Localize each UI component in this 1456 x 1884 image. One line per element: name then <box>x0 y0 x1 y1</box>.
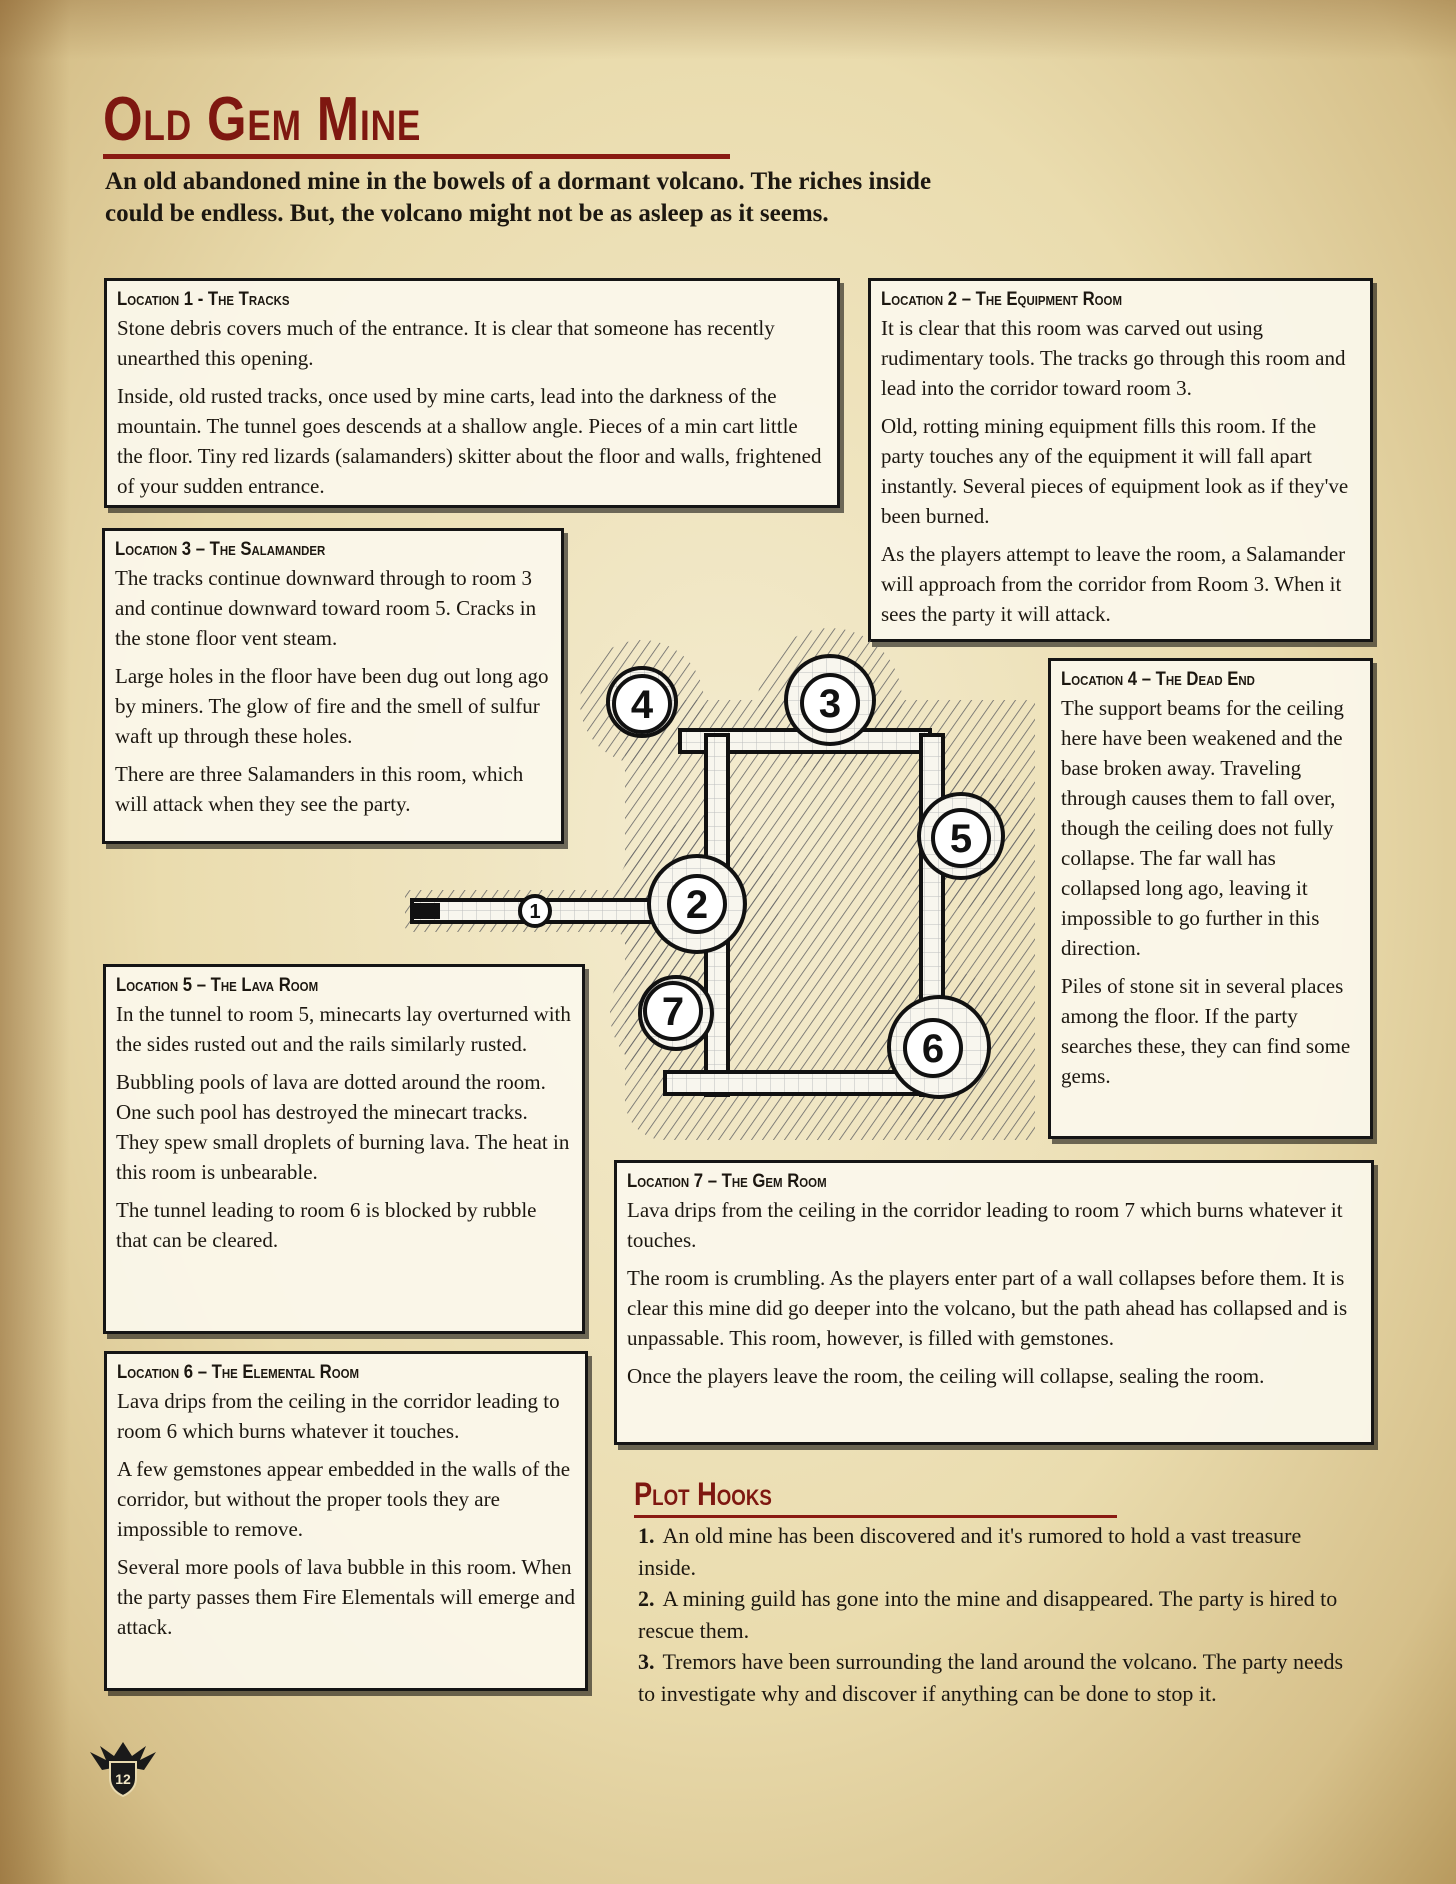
location-6-title: Location 6 – The Elemental Room <box>117 1362 360 1383</box>
location-3-paragraph: There are three Salamanders in this room, which will attack when they see the party. <box>115 762 524 816</box>
plot-hook-item <box>638 1520 1358 1583</box>
location-5-title: Location 5 – The Lava Room <box>116 975 319 996</box>
page-number: 12 <box>115 1771 131 1787</box>
plot-hooks-underline <box>634 1515 1117 1518</box>
mine-entrance-icon <box>412 903 440 919</box>
intro-text: An old abandoned mine in the bowels of a dormant volcano. The riches inside could be endless. But, the volcano might not be as asleep as it seems. <box>105 168 932 227</box>
location-5-paragraph: In the tunnel to room 5, minecarts lay overturned with the sides rusted out and the rails similarly rusted. <box>116 1002 571 1056</box>
plot-hook-number: 2. <box>638 1586 655 1611</box>
room-marker-label: 7 <box>661 990 685 1034</box>
plot-hook-item <box>638 1583 1358 1646</box>
location-6-paragraph: A few gemstones appear embedded in the walls of the corridor, but without the proper tools they are impossible to remove. <box>117 1457 571 1541</box>
location-2-paragraph: It is clear that this room was carved out using rudimentary tools. The tracks go through this room and lead into the corridor toward room 3. <box>881 316 1346 400</box>
location-3-paragraph: Large holes in the floor have been dug out long ago by miners. The glow of fire and the smell of sulfur waft up through these holes. <box>115 664 549 748</box>
room-marker-label: 5 <box>949 817 973 861</box>
room-marker-label: 4 <box>630 683 654 727</box>
location-3-paragraph: The tracks continue downward through to room 3 and continue downward toward room 5. Cracks in the stone floor vent steam. <box>115 566 537 650</box>
plot-hook-text: A mining guild has gone into the mine and disappeared. The party is hired to rescue them. <box>638 1586 1338 1643</box>
page-top-shading <box>0 0 1456 60</box>
page-number-emblem <box>86 1738 160 1798</box>
location-1-paragraph: Inside, old rusted tracks, once used by mine carts, lead into the darkness of the mountain. The tunnel goes descends at a shallow angle. Pieces of a min cart little the floor. Tiny red lizards (salamanders) skitter about the floor and walls, frightened of your sudden entrance. <box>117 384 822 498</box>
location-1-box <box>104 278 840 508</box>
location-7-paragraph: Lava drips from the ceiling in the corridor leading to room 7 which burns whatever it touches. <box>627 1198 1343 1252</box>
page-title: Old Gem Mine <box>103 85 422 154</box>
location-1-title: Location 1 - The Tracks <box>117 289 290 310</box>
location-4-title: Location 4 – The Dead End <box>1061 669 1255 690</box>
plot-hooks-title: Plot Hooks <box>634 1476 772 1512</box>
location-1-paragraph: Stone debris covers much of the entrance. It is clear that someone has recently unearthed this opening. <box>117 316 775 370</box>
location-6-paragraph: Several more pools of lava bubble in this room. When the party passes them Fire Elementals will emerge and attack. <box>117 1555 575 1639</box>
location-7-title: Location 7 – The Gem Room <box>627 1171 827 1192</box>
plot-hook-text: Tremors have been surrounding the land around the volcano. The party needs to investigate why and discover if anything can be done to stop it. <box>638 1649 1344 1706</box>
location-2-paragraph: Old, rotting mining equipment fills this room. If the party touches any of the equipment it will fall apart instantly. Several pieces of equipment look as if they've been burned. <box>881 414 1349 528</box>
location-6-box <box>104 1351 588 1691</box>
page-edge-shading <box>0 0 70 1884</box>
location-2-title: Location 2 – The Equipment Room <box>881 289 1122 310</box>
room-marker-label: 1 <box>529 901 541 923</box>
location-7-paragraph: The room is crumbling. As the players enter part of a wall collapses before them. It is clear this mine did go deeper into the volcano, but the path ahead has collapsed and is unpassable. This room, however, is filled with gemstones. <box>627 1266 1348 1350</box>
plot-hook-text: An old mine has been discovered and it's rumored to hold a vast treasure inside. <box>638 1523 1302 1580</box>
location-4-paragraph: Piles of stone sit in several places among the floor. If the party searches these, they can find some gems. <box>1061 974 1351 1088</box>
location-7-paragraph: Once the players leave the room, the ceiling will collapse, sealing the room. <box>627 1364 1265 1388</box>
title-underline <box>103 154 730 159</box>
location-4-paragraph: The support beams for the ceiling here have been weakened and the base broken away. Traveling through causes them to fall over, though the ceiling does not fully collapse. The far wall has collapsed long ago, leaving it impossible to go further in this direction. <box>1061 696 1344 960</box>
plot-hook-number: 1. <box>638 1523 655 1548</box>
room-marker-label: 2 <box>685 883 709 927</box>
location-2-box <box>868 278 1373 642</box>
plot-hook-number: 3. <box>638 1649 655 1674</box>
plot-hooks-list <box>638 1520 1358 1709</box>
location-3-title: Location 3 – The Salamander <box>115 539 326 560</box>
location-2-paragraph: As the players attempt to leave the room, a Salamander will approach from the corridor from Room 3. When it sees the party it will attack. <box>881 542 1346 626</box>
room-marker-label: 6 <box>921 1027 945 1071</box>
room-marker-label: 3 <box>818 682 842 726</box>
location-6-paragraph: Lava drips from the ceiling in the corridor leading to room 6 which burns whatever it touches. <box>117 1389 560 1443</box>
mine-map <box>405 625 1035 1165</box>
location-5-paragraph: The tunnel leading to room 6 is blocked by rubble that can be cleared. <box>116 1198 537 1252</box>
plot-hook-item <box>638 1646 1358 1709</box>
location-7-box <box>614 1160 1374 1445</box>
location-4-box <box>1048 658 1373 1139</box>
location-5-paragraph: Bubbling pools of lava are dotted around the room. One such pool has destroyed the minecart tracks. They spew small droplets of burning lava. The heat in this room is unbearable. <box>116 1070 570 1184</box>
